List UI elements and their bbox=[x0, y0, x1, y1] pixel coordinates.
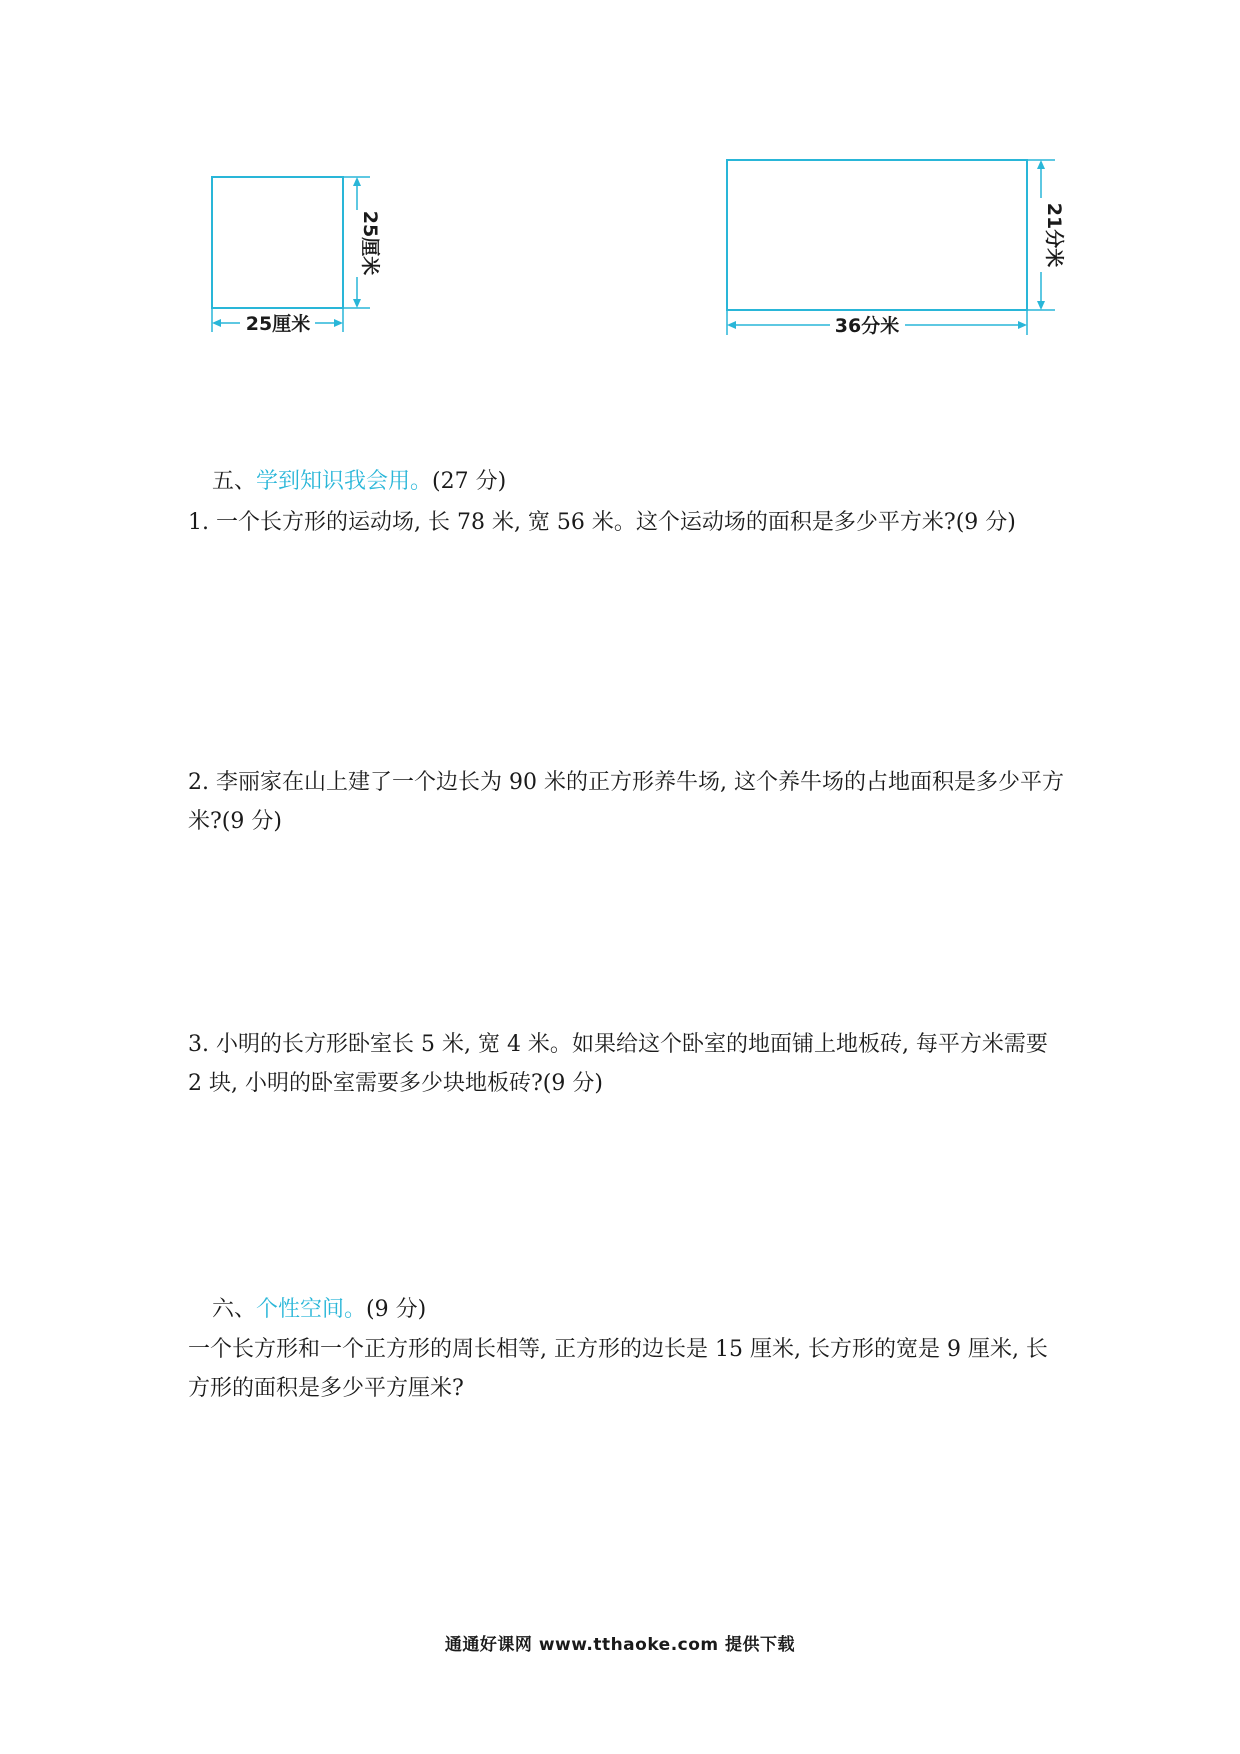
rectangle-shape bbox=[727, 160, 1027, 310]
section6-heading bbox=[212, 1295, 426, 1325]
square-shape bbox=[212, 177, 343, 308]
square-height-label: 25厘米 bbox=[359, 210, 381, 276]
question-6: 一个长方形和一个正方形的周长相等, 正方形的边长是 15 厘米, 长方形的宽是 9 厘米, 长方形的面积是多少平方厘米? bbox=[188, 1337, 1048, 1401]
question-1: 1. 一个长方形的运动场, 长 78 米, 宽 56 米。这个运动场的面积是多少平方米?(9 分) bbox=[188, 510, 1016, 535]
section6-number: 六、 bbox=[212, 1297, 257, 1322]
section6-title: 个性空间。 bbox=[256, 1297, 367, 1322]
square-figure bbox=[200, 165, 380, 345]
rectangle-height-label: 21分米 bbox=[1043, 202, 1065, 268]
section5-heading bbox=[212, 467, 506, 497]
section5-number: 五、 bbox=[212, 469, 257, 494]
section5-title: 学到知识我会用。 bbox=[256, 469, 433, 494]
section6-score: (9 分) bbox=[366, 1297, 427, 1322]
rectangle-width-label: 36分米 bbox=[834, 315, 900, 337]
footer-text: 通通好课网 www.tthaoke.com 提供下载 bbox=[444, 1635, 796, 1655]
question-2: 2. 李丽家在山上建了一个边长为 90 米的正方形养牛场, 这个养牛场的占地面积是多少平方米?(9 分) bbox=[188, 770, 1064, 834]
rectangle-figure bbox=[715, 150, 1065, 350]
section5-score: (27 分) bbox=[432, 469, 507, 494]
question-3: 3. 小明的长方形卧室长 5 米, 宽 4 米。如果给这个卧室的地面铺上地板砖, 每平方米需要 2 块, 小明的卧室需要多少块地板砖?(9 分) bbox=[188, 1032, 1048, 1096]
square-width-label: 25厘米 bbox=[245, 313, 311, 335]
